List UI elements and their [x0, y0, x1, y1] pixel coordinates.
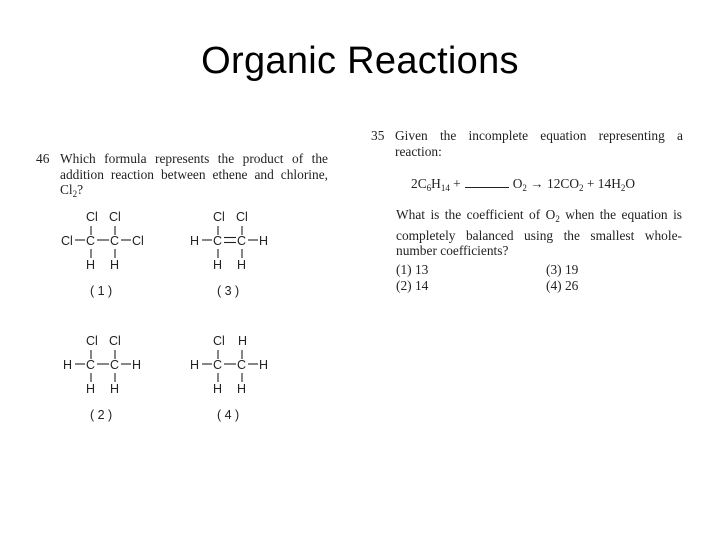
atom-bottom-left: H — [86, 382, 96, 396]
atom-bottom-right: H — [237, 258, 247, 272]
slide-title: Organic Reactions — [201, 40, 519, 82]
choice-3: (3) 19 — [546, 262, 579, 277]
atom-top-right: Cl — [109, 334, 121, 348]
choice-2: (2) 14 — [396, 277, 429, 293]
atom-carbon: C — [237, 234, 247, 248]
atom-right: H — [259, 358, 269, 372]
question-35-prompt — [396, 207, 682, 259]
formula-option-3 — [187, 208, 307, 318]
subscript: 2 — [620, 183, 626, 193]
choice-4: (4) 26 — [546, 277, 579, 293]
atom-carbon: C — [213, 234, 223, 248]
question-text-part: Which formula represents the product of the addition reaction between ethene and chlorine, Cl — [60, 151, 328, 197]
atom-carbon: C — [110, 234, 120, 248]
atom-bottom-left: H — [213, 258, 223, 272]
subscript: 14 — [440, 183, 450, 193]
formula-option-2 — [63, 332, 183, 442]
atom-right: H — [132, 358, 142, 372]
atom-bottom-left: H — [86, 258, 96, 272]
plus-sign: + — [453, 176, 461, 191]
question-35 — [371, 128, 683, 159]
plus-sign: + — [586, 176, 595, 191]
equation-term: H — [431, 176, 441, 191]
atom-left: H — [190, 358, 200, 372]
prompt-text — [396, 207, 682, 259]
choice-row — [396, 262, 596, 278]
atom-carbon: C — [237, 358, 247, 372]
atom-right: Cl — [132, 234, 144, 248]
atom-top-left: Cl — [213, 210, 225, 224]
atom-bottom-right: H — [110, 382, 120, 396]
equation-term: O — [512, 176, 523, 191]
atom-left: H — [63, 358, 73, 372]
subscript: 2 — [522, 183, 527, 193]
structural-formula — [60, 208, 180, 308]
equation-term: O — [625, 176, 636, 191]
atom-bottom-right: H — [110, 258, 120, 272]
atom-left: H — [190, 234, 200, 248]
question-text — [60, 151, 328, 203]
prompt-text-part: when the equation is completely balanced using the smallest whole-number coefficients? — [396, 207, 682, 258]
choice-row — [396, 278, 596, 294]
option-label: ( 1 ) — [90, 284, 113, 298]
atom-top-right: Cl — [109, 210, 121, 224]
structural-formula — [63, 332, 183, 432]
prompt-text-part: What is the coefficient of O — [396, 207, 556, 222]
subscript: 2 — [72, 189, 78, 199]
formula-option-4 — [187, 332, 307, 442]
equation-term: 2C — [411, 176, 427, 191]
formula-option-1 — [60, 208, 180, 318]
subscript: 2 — [579, 183, 584, 193]
question-46 — [36, 151, 328, 203]
atom-top-left: Cl — [213, 334, 225, 348]
question-text-part: ? — [77, 182, 84, 197]
atom-left: Cl — [61, 234, 73, 248]
option-label: ( 3 ) — [217, 284, 240, 298]
atom-top-right: Cl — [236, 210, 248, 224]
atom-bottom-right: H — [237, 382, 247, 396]
structural-formula — [187, 332, 307, 432]
atom-top-left: Cl — [86, 334, 98, 348]
atom-top-right: H — [238, 334, 248, 348]
chemical-equation — [411, 176, 691, 193]
equation-term: 12CO — [547, 176, 580, 191]
equation-term: 14H — [597, 176, 621, 191]
choice-1: (1) 13 — [396, 262, 429, 277]
question-intro: Given the incomplete equation representing a reaction: — [395, 128, 683, 159]
atom-carbon: C — [213, 358, 223, 372]
atom-top-left: Cl — [86, 210, 98, 224]
atom-carbon: C — [110, 358, 120, 372]
atom-carbon: C — [86, 358, 96, 372]
structural-formula — [187, 208, 307, 308]
question-number: 46 — [36, 151, 50, 166]
atom-carbon: C — [86, 234, 96, 248]
subscript: 2 — [555, 214, 560, 224]
option-label: ( 4 ) — [217, 408, 240, 422]
atom-right: H — [259, 234, 269, 248]
coefficient-blank — [465, 177, 509, 188]
option-label: ( 2 ) — [90, 408, 113, 422]
answer-choices — [396, 262, 596, 293]
atom-bottom-left: H — [213, 382, 223, 396]
subscript: 6 — [426, 183, 432, 193]
reaction-arrow: → — [530, 176, 544, 191]
question-number: 35 — [371, 128, 385, 143]
